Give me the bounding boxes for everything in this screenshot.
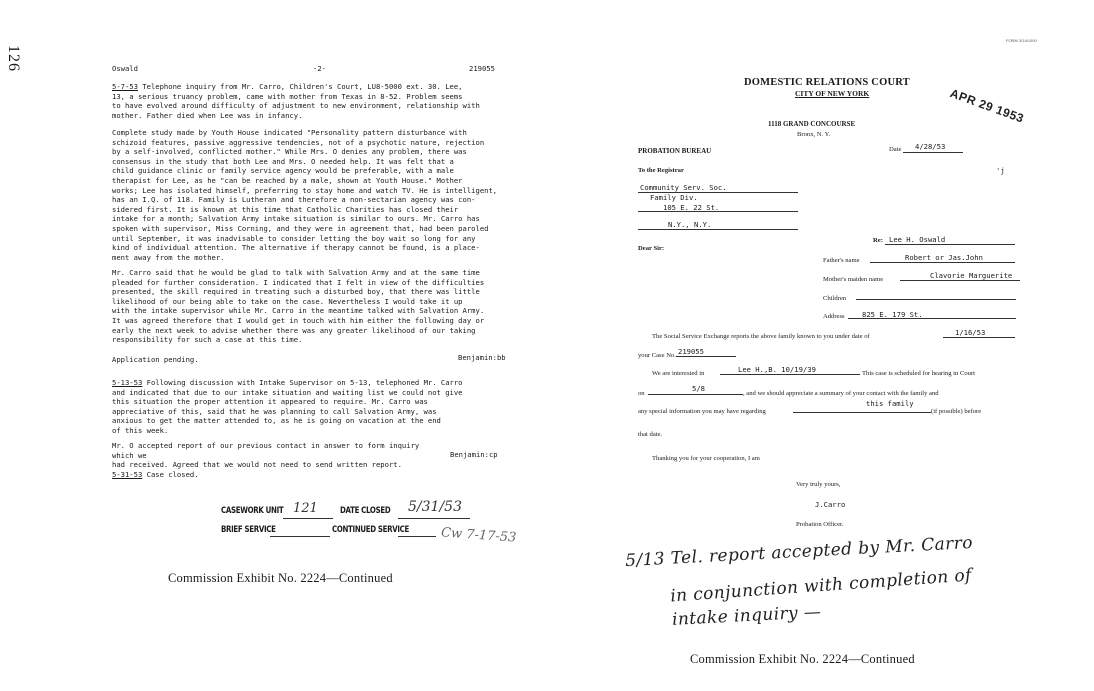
hearing-date: 5/8 (692, 384, 705, 393)
court-borough: Bronx, N. Y. (797, 131, 831, 138)
addressee-line-4: N.Y., N.Y. (668, 220, 712, 229)
underline (398, 536, 436, 537)
re-label: Re: (873, 237, 883, 244)
mothers-name-value: Clavorie Marguerite (930, 271, 1013, 280)
brief-service-label: BRIEF SERVICE (221, 525, 276, 535)
entry-date: 5-31-53 (112, 470, 143, 479)
entry-5-13-53 (112, 378, 552, 436)
special-info-text: any special information you may have regarding (638, 408, 766, 415)
signature-initials-2: Benjamin:cp (450, 450, 498, 459)
handwritten-note-line-2: in conjunction with completion of (669, 565, 973, 607)
underline (848, 318, 1016, 319)
left-exhibit-caption: Commission Exhibit No. 2224—Continued (168, 571, 393, 585)
interested-label: We are interested in (652, 370, 705, 377)
left-header-case: 219055 (469, 64, 495, 73)
signer-name: J.Carro (815, 500, 846, 509)
entry-date: 5-13-53 (112, 378, 143, 387)
to-registrar-label: To the Registrar (638, 167, 684, 174)
case-number-value: 219055 (678, 347, 704, 356)
entry-text: Telephone inquiry from Mr. Carro, Children's Court, LU8-5000 ext. 30. Lee, 13, a serious truancy problem, came with mother from Texas in 8-52. Problem seems to have evolved around difficulty of adjustment to new environment, relationship with mother. Father died when Lee was in infancy. (112, 82, 480, 120)
casework-unit-label: CASEWORK UNIT (221, 506, 284, 516)
regarding-value: this family (866, 399, 914, 408)
underline (885, 244, 1015, 245)
underline (270, 536, 330, 537)
casework-unit-value: 121 (293, 501, 318, 516)
handwritten-note-line-1: 5/13 Tel. report accepted by Mr. Carro (624, 532, 974, 572)
corner-j-mark: 'j (996, 166, 1005, 175)
exchange-statement: The Social Service Exchange reports the above family known to you under date of (652, 333, 870, 340)
application-pending: Application pending. (112, 355, 199, 364)
fathers-name-value: Robert or Jas.John (905, 253, 983, 262)
children-label: Children (823, 295, 847, 302)
court-address: 1118 GRAND CONCOURSE (768, 120, 856, 128)
fathers-name-label: Father's name (823, 257, 860, 264)
summary-request: , and we should appreciate a summary of your contact with the family and (743, 390, 939, 397)
on-label: on (638, 390, 645, 397)
entry-text: Following discussion with Intake Supervisor on 5-13, telephoned Mr. Carro and indicated that due to our intake situation and waiting list we could not give this situation the proper attention it appeared to require. Mr. Carro was appreciative of this, said that he was planning to call Salvation Army, was anxious to get the matter attended to, as he is going on vacation at the end of this week. (112, 378, 463, 435)
salutation: Dear Sir: (638, 245, 665, 252)
continued-service-label: CONTINUED SERVICE (332, 525, 409, 535)
carro-paragraph: Mr. Carro said that he would be glad to talk with Salvation Army and at the same time pleaded for further consideration. I indicated that I felt in view of the difficulties presented, the skill required in treating such a disturbed boy, that there was little likelihood of our being able to take on the case. Nevertheless I would take it up with the intake supervisor while Mr. Carro in the meantime talked with Salvation Army. It was agreed therefore that I would get in touch with him either the following day or early the next week to advise whether there was any greater likelihood of our taking responsibility for such a case at this time. (112, 268, 485, 345)
signer-title: Probation Officer. (796, 521, 844, 528)
probation-bureau: PROBATION BUREAU (638, 147, 712, 155)
thanks-text: Thanking you for your cooperation, I am (652, 455, 760, 462)
entry-5-31-53 (112, 470, 552, 480)
that-date-text: that date. (638, 431, 663, 438)
left-header-name: Oswald (112, 64, 138, 73)
underline (720, 374, 860, 375)
underline (398, 518, 470, 519)
entry-date: 5-7-53 (112, 82, 138, 91)
address-value: 825 E. 179 St. (862, 310, 923, 319)
underline (676, 356, 736, 357)
received-date-stamp: APR 29 1953 (948, 86, 1026, 126)
date-closed-value: 5/31/53 (408, 499, 462, 515)
accepted-paragraph: Mr. O accepted report of our previous contact in answer to form inquiry which we had received. Agreed that we would not need to send written report. (112, 441, 420, 470)
right-exhibit-caption: Commission Exhibit No. 2224—Continued (690, 652, 915, 666)
entry-5-7-53 (112, 82, 552, 120)
re-subject: Lee H. Oswald (889, 235, 946, 244)
underline (900, 280, 1020, 281)
underline (638, 229, 798, 230)
form-corner-mark: FORM 3/14/1000 (1006, 38, 1037, 43)
underline (870, 262, 1015, 263)
underline (943, 337, 1015, 338)
closing-text: Very truly yours, (796, 481, 841, 488)
interested-value: Lee H.,B. 10/19/39 (738, 365, 816, 374)
underline (648, 394, 743, 395)
study-paragraph: Complete study made by Youth House indicated "Personality pattern disturbance with schizoid features, passive aggressive tendencies, not of a psychotic nature, rejection by a self-involved, conflicted mother." While Mrs. O denies any problem, there was consensus in the study that both Lee and Mrs. O needed help. It was felt that a child guidance clinic or family service agency would be preferable, with a male therapist for Lee, as he "can be reached by a male, shown at Youth House." Mother works; Lee has isolated himself, preferring to stay home and watch TV. He is intelligent, has an I.Q. of 118. Family is Lutheran and therefore a non-sectarian agency was con- sidered first. It is known at this time that Catholic Charities has closed their intake for a month; Salvation Army intake situation is similar to ours. Mr. Carro has spoken with supervisor, Miss Corning, and they were in agreement that, had been paroled until September, it was inadvisable to consider letting the boy wait so long for any kind of individual attention. The alternative if therapy cannot be found, is a place- ment away from the mother. (112, 128, 498, 262)
date-label: Date (889, 146, 902, 153)
signature-initials-1: Benjamin:bb (458, 353, 506, 362)
handwritten-closure-note: Cw 7-17-53 (440, 525, 517, 546)
addressee-line-3: 105 E. 22 St. (663, 203, 720, 212)
underline (903, 152, 963, 153)
mothers-name-label: Mother's maiden name (823, 276, 884, 283)
court-city: CITY OF NEW YORK (795, 89, 870, 98)
underline (283, 518, 333, 519)
entry-text: Case closed. (142, 470, 199, 479)
underline (856, 299, 1016, 300)
if-possible-text: (if possible) before (931, 408, 982, 415)
hearing-statement: This case is scheduled for hearing in Court (862, 370, 975, 377)
date-closed-label: DATE CLOSED (340, 506, 391, 516)
page-number: 126 (5, 45, 22, 72)
letter-date: 4/28/53 (915, 142, 946, 151)
underline (793, 412, 931, 413)
underline (638, 211, 798, 212)
addressee-line-1: Community Serv. Soc. (640, 183, 727, 192)
court-title: DOMESTIC RELATIONS COURT (744, 77, 910, 88)
address-label: Address (823, 313, 845, 320)
addressee-line-2: Family Div. (650, 193, 698, 202)
left-header-page: -2- (313, 64, 326, 73)
handwritten-note-line-3: intake inquiry — (671, 602, 822, 630)
case-number-label: your Case No. (638, 352, 676, 359)
exchange-date: 1/16/53 (955, 328, 986, 337)
